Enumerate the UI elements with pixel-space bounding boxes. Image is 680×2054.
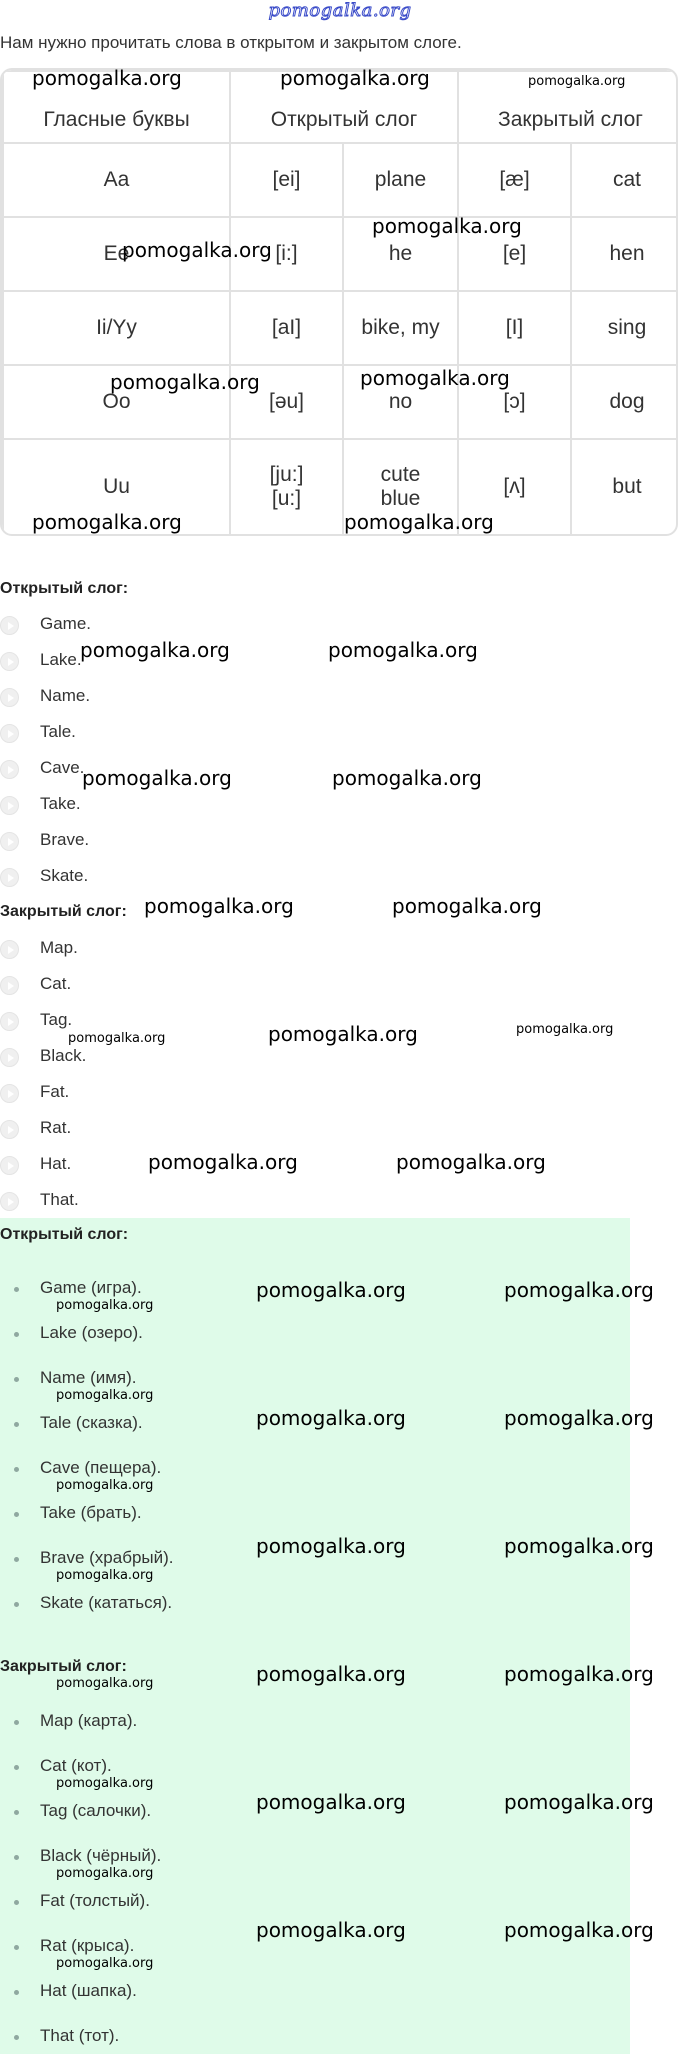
watermark: pomogalka.org [528,74,626,89]
closed-sound: [ɔ] [458,365,571,439]
watermark: pomogalka.org [56,1776,154,1791]
watermark: pomogalka.org [504,1790,654,1814]
bullet-icon [14,1855,19,1860]
bullet-icon [14,2035,19,2040]
bullet-icon [14,1377,19,1382]
vowel-letter: Ee [3,217,230,291]
watermark: pomogalka.org [360,366,510,390]
task-closed-title: Закрытый слог: [0,903,127,920]
bullet-icon [14,1720,19,1725]
watermark: pomogalka.org [504,1918,654,1942]
watermark: pomogalka.org [256,1534,406,1558]
vowel-letter: Uu [3,439,230,535]
table-row [3,365,678,439]
bullet-icon [14,1765,19,1770]
watermark: pomogalka.org [32,66,182,90]
watermark: pomogalka.org [144,894,294,918]
intro-text: Нам нужно прочитать слова в открытом и закрытом слоге. [0,33,462,52]
closed-sound: [e] [458,217,571,291]
watermark: pomogalka.org [332,766,482,790]
watermark: pomogalka.org [256,1790,406,1814]
closed-sound: [æ] [458,143,571,217]
bullet-icon [14,1422,19,1427]
watermark: pomogalka.org [504,1534,654,1558]
closed-word: cat [571,143,678,217]
watermark: pomogalka.org [372,214,522,238]
watermark: pomogalka.org [56,1388,154,1403]
answer-open-title: Открытый слог: [0,1226,129,1243]
watermark: pomogalka.org [392,894,542,918]
watermark: pomogalka.org [56,1956,154,1971]
header-vowels: Гласные буквы [3,71,230,143]
bullet-icon [14,1332,19,1337]
watermark: pomogalka.org [56,1568,154,1583]
bullet-icon [14,1512,19,1517]
closed-sound: [ʌ] [458,439,571,535]
open-sound: [aI] [230,291,343,365]
open-word: plane [343,143,458,217]
play-icon[interactable] [0,832,19,851]
open-word: bike, my [343,291,458,365]
watermark: pomogalka.org [396,1150,546,1174]
task-open-title: Открытый слог: [0,580,129,597]
play-icon[interactable] [0,1192,19,1211]
play-icon[interactable] [0,616,19,635]
watermark: pomogalka.org [256,1406,406,1430]
play-icon[interactable] [0,688,19,707]
open-word: cute blue [343,439,458,535]
closed-word: sing [571,291,678,365]
bullet-icon [14,1945,19,1950]
bullet-icon [14,1990,19,1995]
table-row [3,143,678,217]
play-icon[interactable] [0,724,19,743]
open-sound: [i:] [230,217,343,291]
bullet-icon [14,1602,19,1607]
watermark: pomogalka.org [504,1278,654,1302]
bullet-icon [14,1810,19,1815]
closed-word: hen [571,217,678,291]
open-sound: [əu] [230,365,343,439]
watermark: pomogalka.org [68,1031,166,1046]
play-icon[interactable] [0,1156,19,1175]
bullet-icon [14,1467,19,1472]
play-icon[interactable] [0,868,19,887]
watermark: pomogalka.org [148,1150,298,1174]
open-sound: [ei] [230,143,343,217]
bullet-icon [14,1557,19,1562]
watermark: pomogalka.org [256,1662,406,1686]
vowel-table [0,68,678,536]
watermark: pomogalka.org [110,370,260,394]
watermark: pomogalka.org [56,1298,154,1313]
play-icon[interactable] [0,652,19,671]
play-icon[interactable] [0,760,19,779]
table-row [3,291,678,365]
open-word: he [343,217,458,291]
answer-closed-title: Закрытый слог: [0,1658,127,1675]
header-closed-syllable: Закрытый слог [458,71,678,143]
open-sound: [ju:] [u:] [230,439,343,535]
watermark: pomogalka.org [122,238,272,262]
play-icon[interactable] [0,796,19,815]
watermark: pomogalka.org [504,1662,654,1686]
header-open-syllable: Открытый слог [230,71,458,143]
watermark: pomogalka.org [268,1022,418,1046]
play-icon[interactable] [0,1120,19,1139]
watermark: pomogalka.org [56,1478,154,1493]
play-icon[interactable] [0,976,19,995]
watermark: pomogalka.org [32,510,182,534]
open-word: no [343,365,458,439]
vowel-letter: Aa [3,143,230,217]
vowel-letter: Ii/Yy [3,291,230,365]
closed-sound: [I] [458,291,571,365]
watermark: pomogalka.org [280,66,430,90]
watermark: pomogalka.org [256,1918,406,1942]
watermark: pomogalka.org [82,766,232,790]
table-row [3,217,678,291]
watermark: pomogalka.org [344,510,494,534]
play-icon[interactable] [0,1048,19,1067]
closed-word: but [571,439,678,535]
bullet-icon [14,1287,19,1292]
play-icon[interactable] [0,1084,19,1103]
watermark: pomogalka.org [56,1866,154,1881]
watermark: pomogalka.org [328,638,478,662]
closed-word: dog [571,365,678,439]
watermark: pomogalka.org [256,1278,406,1302]
play-icon[interactable] [0,940,19,959]
watermark: pomogalka.org [504,1406,654,1430]
watermark: pomogalka.org [516,1022,614,1037]
site-logo[interactable]: pomogalka.org [268,0,412,21]
watermark: pomogalka.org [56,1676,154,1691]
bullet-icon [14,1900,19,1905]
watermark: pomogalka.org [80,638,230,662]
play-icon[interactable] [0,1012,19,1031]
vowel-letter: Oo [3,365,230,439]
